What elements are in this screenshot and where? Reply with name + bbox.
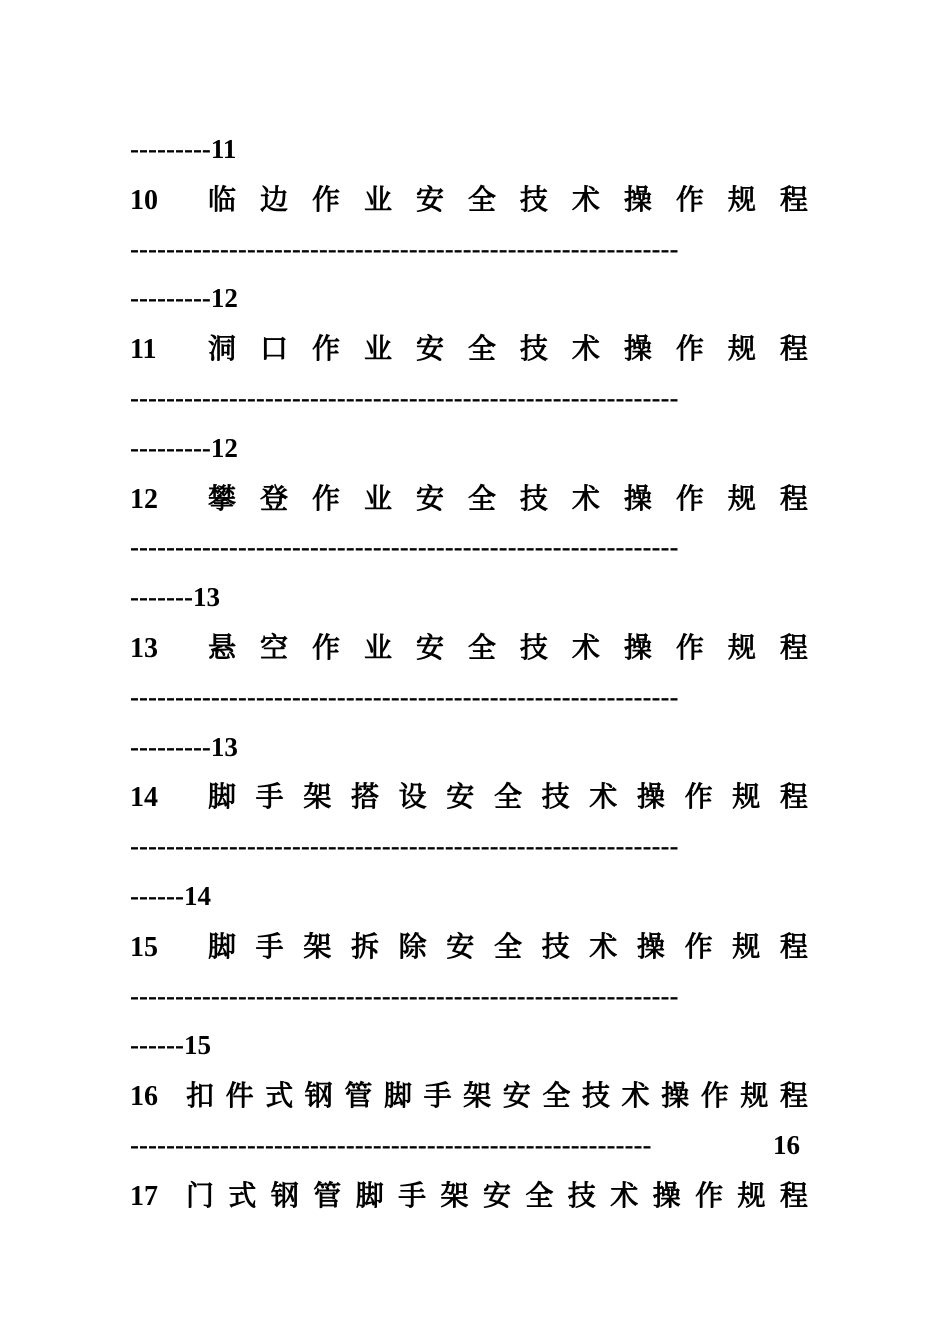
- toc-entry-leader: [130, 523, 808, 573]
- toc-entry-leader-with-page: [130, 1121, 808, 1171]
- toc-leader-dashes: -------------------------------------------------------------: [130, 532, 679, 563]
- title-char: 程: [779, 481, 808, 515]
- toc-page-ref: ---------12: [130, 283, 238, 314]
- title-char: 架: [463, 1079, 492, 1113]
- toc-entry-title: [208, 474, 808, 524]
- title-char: 作: [700, 1079, 729, 1113]
- title-char: 术: [571, 332, 600, 366]
- title-char: 技: [581, 1079, 610, 1113]
- toc-leader-dashes: -------------------------------------------------------------: [130, 681, 679, 712]
- title-char: 技: [519, 332, 548, 366]
- toc-page-ref: -------13: [130, 582, 220, 613]
- title-char: 术: [571, 481, 600, 515]
- title-char: 操: [623, 332, 652, 366]
- title-char: 作: [311, 481, 340, 515]
- title-char: 钢: [270, 1178, 299, 1212]
- toc-entry-title-line: [130, 474, 808, 524]
- title-char: 安: [482, 1178, 511, 1212]
- toc-entry-title-line: [130, 922, 808, 972]
- title-char: 作: [695, 1178, 724, 1212]
- toc-page-ref: ---------11: [130, 134, 237, 164]
- toc-entry-leader: [130, 673, 808, 723]
- title-char: 技: [519, 630, 548, 664]
- toc-entry-title-line: [130, 324, 808, 374]
- title-char: 安: [446, 929, 475, 963]
- title-char: 程: [779, 630, 808, 664]
- title-char: 程: [779, 780, 808, 814]
- title-char: 术: [589, 929, 618, 963]
- title-char: 攀: [208, 481, 237, 515]
- title-char: 作: [311, 182, 340, 216]
- title-char: 作: [311, 332, 340, 366]
- title-char: 件: [225, 1079, 254, 1113]
- toc-entry-title: [208, 324, 808, 374]
- title-char: 术: [571, 182, 600, 216]
- toc-entry-number: 17: [130, 1180, 158, 1212]
- title-char: 作: [311, 630, 340, 664]
- title-char: 手: [423, 1079, 452, 1113]
- title-char: 脚: [383, 1079, 412, 1113]
- title-char: 操: [623, 630, 652, 664]
- toc-entry-number: 15: [130, 931, 158, 963]
- title-char: 作: [675, 182, 704, 216]
- title-char: 钢: [304, 1079, 333, 1113]
- toc-entry-title: [186, 1071, 808, 1121]
- table-of-contents: [130, 125, 808, 1221]
- title-char: 业: [363, 630, 392, 664]
- title-char: 手: [255, 780, 284, 814]
- title-char: 设: [398, 780, 427, 814]
- title-char: 架: [440, 1178, 469, 1212]
- toc-entry-title: [186, 1171, 808, 1221]
- toc-leader-dashes: -------------------------------------------------------------: [130, 831, 679, 862]
- toc-entry-title-line: [130, 1171, 808, 1221]
- title-char: 口: [259, 332, 288, 366]
- title-char: 规: [727, 630, 756, 664]
- toc-entry-number: 10: [130, 184, 158, 216]
- title-char: 全: [467, 182, 496, 216]
- title-char: 规: [727, 332, 756, 366]
- toc-entry-title-line: [130, 772, 808, 822]
- title-char: 业: [363, 182, 392, 216]
- title-char: 式: [228, 1178, 257, 1212]
- toc-entry-leader: [130, 225, 808, 275]
- toc-entry-number: 14: [130, 782, 158, 814]
- title-char: 操: [661, 1079, 690, 1113]
- title-char: 业: [363, 332, 392, 366]
- toc-entry-title: [208, 772, 808, 822]
- title-char: 手: [398, 1178, 427, 1212]
- title-char: 管: [344, 1079, 373, 1113]
- title-char: 全: [467, 481, 496, 515]
- title-char: 安: [502, 1079, 531, 1113]
- toc-entry-title: [208, 175, 808, 225]
- title-char: 程: [779, 182, 808, 216]
- title-char: 作: [675, 332, 704, 366]
- title-char: 术: [571, 630, 600, 664]
- title-char: 规: [740, 1079, 769, 1113]
- title-char: 全: [493, 780, 522, 814]
- title-char: 程: [779, 929, 808, 963]
- title-char: 业: [363, 481, 392, 515]
- toc-leader-dashes: -------------------------------------------------------------: [130, 382, 679, 413]
- toc-entry-leader: [130, 374, 808, 424]
- title-char: 操: [623, 182, 652, 216]
- title-char: 作: [684, 929, 713, 963]
- title-char: 全: [525, 1178, 554, 1212]
- title-char: 拆: [350, 929, 379, 963]
- title-char: 登: [259, 481, 288, 515]
- title-char: 扣: [186, 1079, 215, 1113]
- title-char: 操: [623, 481, 652, 515]
- title-char: 安: [415, 332, 444, 366]
- title-char: 规: [737, 1178, 766, 1212]
- title-char: 管: [313, 1178, 342, 1212]
- toc-entry-leader: [130, 822, 808, 872]
- toc-page-ref: ------15: [130, 1030, 211, 1061]
- title-char: 边: [259, 182, 288, 216]
- title-char: 规: [732, 929, 761, 963]
- title-char: 技: [519, 481, 548, 515]
- title-char: 技: [541, 780, 570, 814]
- toc-entry-number: 16: [130, 1081, 158, 1113]
- title-char: 全: [467, 332, 496, 366]
- toc-leader-wrap: [130, 1121, 800, 1171]
- title-char: 术: [610, 1178, 639, 1212]
- title-char: 脚: [355, 1178, 384, 1212]
- toc-entry-title-line: [130, 1071, 808, 1121]
- title-char: 全: [542, 1079, 571, 1113]
- toc-page-ref: ------14: [130, 880, 211, 911]
- title-char: 手: [255, 929, 284, 963]
- title-char: 安: [415, 630, 444, 664]
- title-char: 技: [519, 182, 548, 216]
- title-char: 技: [567, 1178, 596, 1212]
- title-char: 临: [208, 182, 237, 216]
- title-char: 操: [652, 1178, 681, 1212]
- toc-entry-title-line: [130, 175, 808, 225]
- toc-page-ref: ---------12: [130, 432, 238, 463]
- title-char: 程: [779, 332, 808, 366]
- title-char: 脚: [208, 780, 237, 814]
- toc-entry-leader: [130, 972, 808, 1022]
- toc-leader-dashes: -------------------------------------------------------------: [130, 980, 679, 1011]
- title-char: 程: [779, 1079, 808, 1113]
- toc-leader-dashes: ----------------------------------------------------------: [130, 1129, 652, 1160]
- title-char: 作: [684, 780, 713, 814]
- title-char: 架: [303, 780, 332, 814]
- title-char: 操: [636, 929, 665, 963]
- title-char: 全: [493, 929, 522, 963]
- title-char: 操: [636, 780, 665, 814]
- title-char: 作: [675, 630, 704, 664]
- title-char: 术: [621, 1079, 650, 1113]
- toc-entry-title: [208, 623, 808, 673]
- title-char: 安: [415, 481, 444, 515]
- title-char: 架: [303, 929, 332, 963]
- toc-leader-dashes: -------------------------------------------------------------: [130, 233, 679, 264]
- title-char: 作: [675, 481, 704, 515]
- title-char: 洞: [208, 332, 237, 366]
- title-char: 式: [265, 1079, 294, 1113]
- title-char: 规: [732, 780, 761, 814]
- title-char: 术: [589, 780, 618, 814]
- title-char: 搭: [350, 780, 379, 814]
- toc-page-ref: ---------13: [130, 731, 238, 762]
- title-char: 门: [186, 1178, 215, 1212]
- title-char: 程: [779, 1178, 808, 1212]
- toc-entry-title-line: [130, 623, 808, 673]
- title-char: 安: [415, 182, 444, 216]
- title-char: 规: [727, 182, 756, 216]
- title-char: 全: [467, 630, 496, 664]
- title-char: 空: [259, 630, 288, 664]
- title-char: 安: [446, 780, 475, 814]
- toc-entry-number: 11: [130, 334, 157, 366]
- title-char: 除: [398, 929, 427, 963]
- toc-entry-number: 12: [130, 483, 158, 515]
- title-char: 规: [727, 481, 756, 515]
- toc-page-number: 16: [773, 1129, 800, 1160]
- toc-entry-number: 13: [130, 632, 158, 664]
- title-char: 悬: [208, 630, 237, 664]
- title-char: 技: [541, 929, 570, 963]
- title-char: 脚: [208, 929, 237, 963]
- toc-entry-title: [208, 922, 808, 972]
